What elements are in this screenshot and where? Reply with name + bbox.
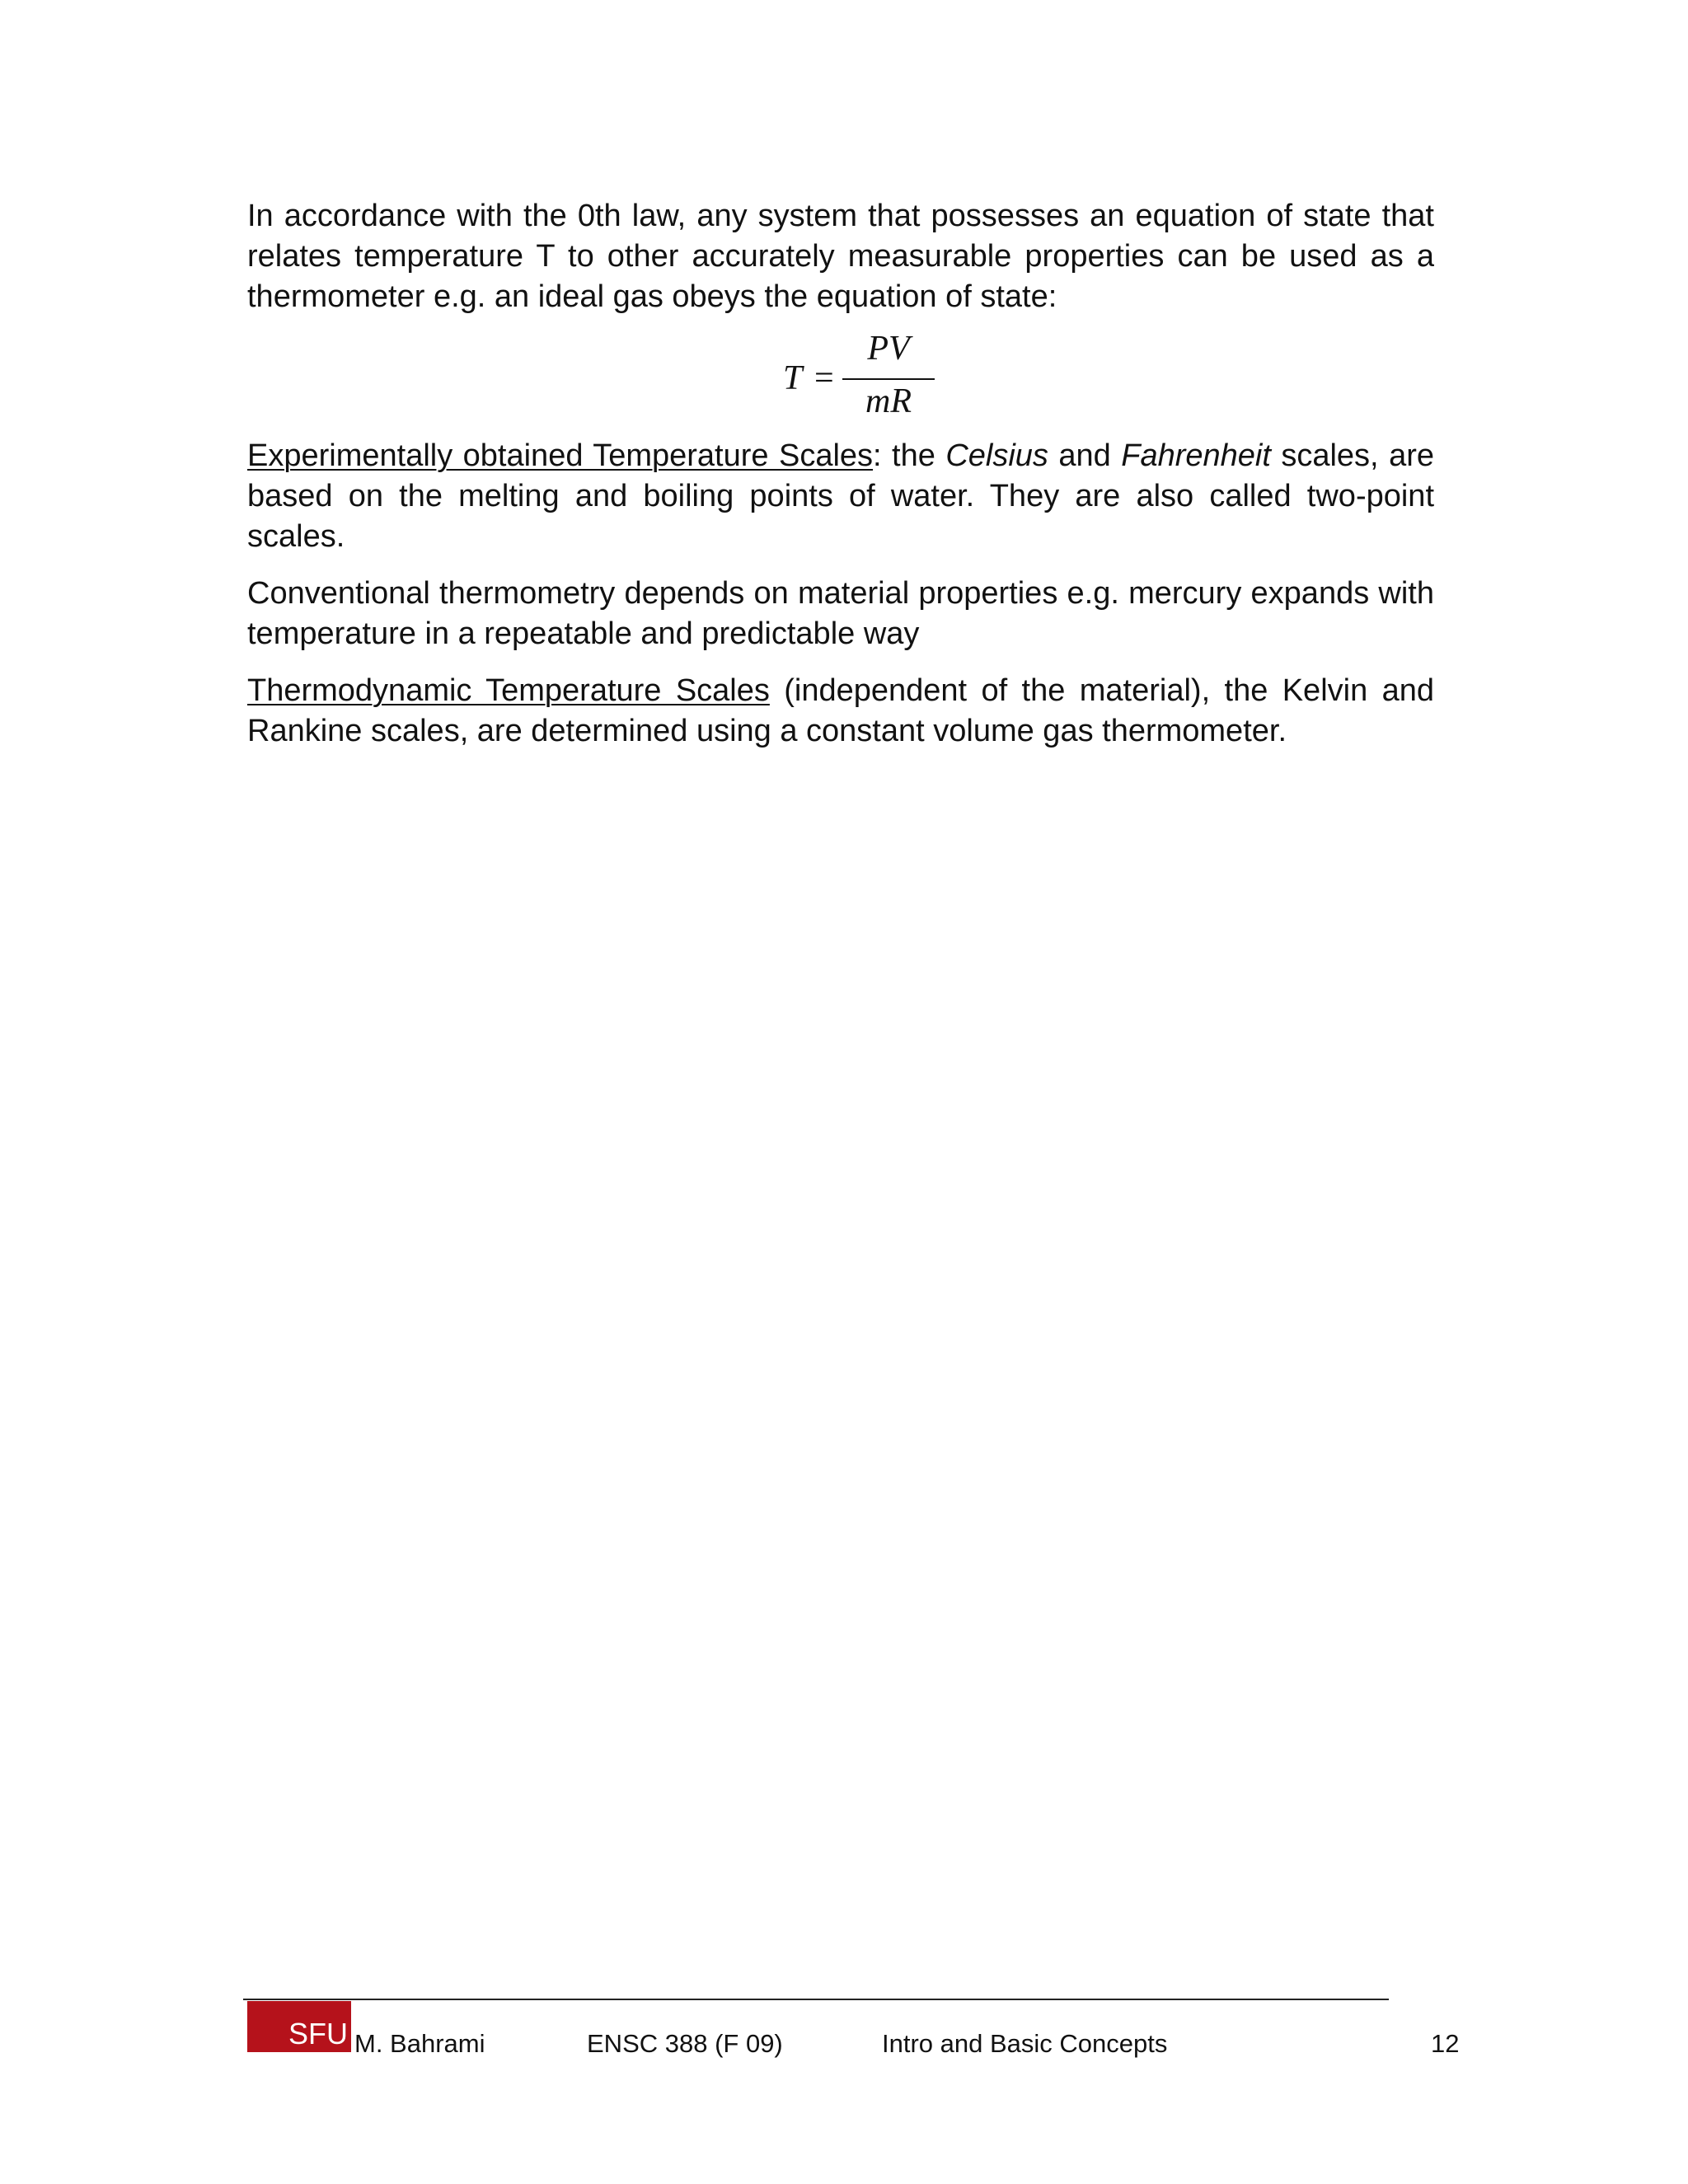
term-fahrenheit: Fahrenheit (1121, 438, 1271, 473)
sfu-logo (247, 2001, 351, 2052)
sfu-logo-text: SFU (288, 2017, 348, 2050)
equation-body (783, 332, 981, 423)
footer-author: M. Bahrami (354, 2029, 485, 2058)
text-segment: : the (873, 438, 946, 473)
paragraph-experimental-scales (247, 436, 1434, 557)
paragraph-thermodynamic-scales (247, 671, 1434, 752)
footer-topic: Intro and Basic Concepts (882, 2029, 1168, 2058)
text-segment: scales, are based on the melting and boiling points of water. They are also called two-point scales. (247, 438, 1434, 554)
ideal-gas-equation (247, 332, 1434, 423)
equation-equals: = (814, 359, 834, 397)
footer-course: ENSC 388 (F 09) (587, 2029, 783, 2058)
heading-experimental-scales: Experimentally obtained Temperature Scales (247, 438, 874, 473)
footer-divider (243, 1999, 1389, 2000)
text-segment: (independent of the material), the Kelvin and Rankine scales, are determined using a constant volume gas thermometer. (247, 673, 1434, 748)
paragraph-zeroth-law: In accordance with the 0th law, any system that possesses an equation of state that relates temperature T to other accurately measurable properties can be used as a thermometer e.g. an ideal gas obeys the equation of state: (247, 199, 1434, 314)
fraction-bar (842, 378, 935, 380)
text-segment: and (1048, 438, 1122, 473)
heading-thermodynamic-scales: Thermodynamic Temperature Scales (247, 673, 770, 708)
footer-page-number: 12 (1431, 2029, 1460, 2058)
term-celsius: Celsius (945, 438, 1048, 473)
page-content (247, 196, 1434, 768)
paragraph-conventional-thermometry: Conventional thermometry depends on material properties e.g. mercury expands with temperature in a repeatable and predictable way (247, 576, 1434, 651)
equation-denominator: mR (865, 382, 912, 420)
equation-numerator: PV (867, 330, 910, 368)
equation-lhs: T (783, 359, 803, 397)
